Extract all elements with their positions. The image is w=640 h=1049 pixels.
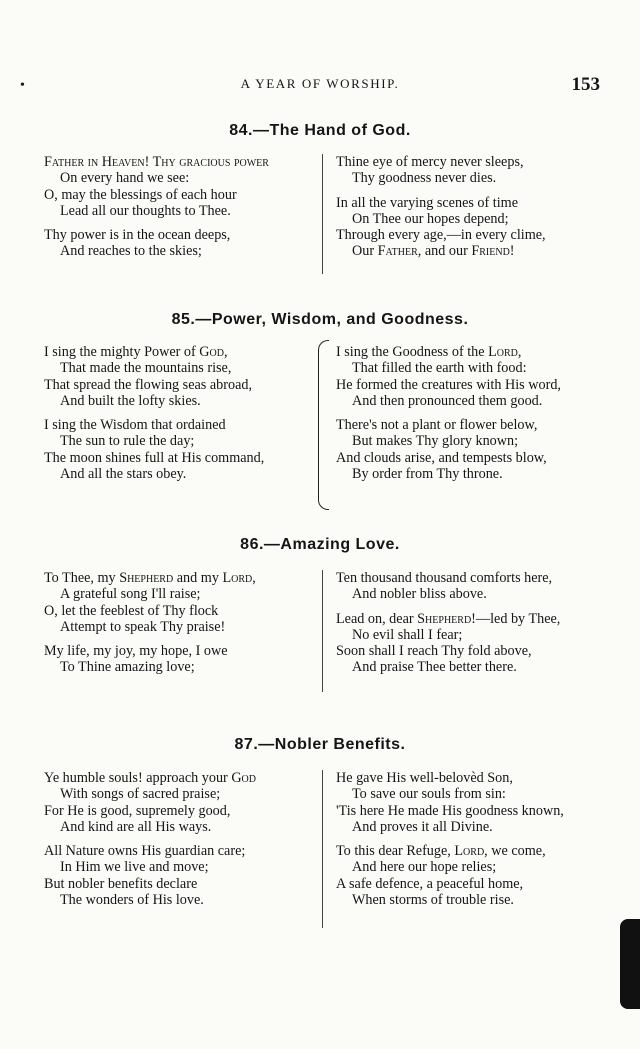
small-caps-word: Shepherd — [119, 570, 174, 586]
verse-line: Thy goodness never dies. — [352, 170, 497, 187]
stanza — [44, 570, 316, 635]
verse-line: To save our souls from sin: — [352, 786, 506, 803]
small-caps-word: Father — [377, 243, 418, 260]
verse-line: And kind are all His ways. — [60, 818, 212, 835]
stanza — [336, 611, 608, 676]
small-caps-word: Lord — [488, 344, 518, 360]
margin-bracket — [318, 340, 329, 510]
hymn-86-left-column — [44, 570, 316, 684]
verse-line: And here our hope relies; — [352, 859, 497, 876]
verse-line: That made the mountains rise, — [60, 360, 232, 377]
verse-line: That filled the earth with food: — [352, 360, 527, 377]
stanza — [336, 770, 608, 835]
verse-line: For He is good, supremely good, — [44, 802, 231, 819]
small-caps-word: Lord — [222, 570, 253, 586]
stanza — [44, 154, 316, 219]
column-rule — [322, 770, 323, 928]
column-rule — [322, 570, 323, 692]
verse-line: The wonders of His love. — [60, 892, 204, 909]
verse-line: When storms of trouble rise. — [352, 892, 514, 909]
verse-line: O, let the feeblest of Thy flock — [44, 602, 219, 619]
verse-line: To Thine amazing love; — [60, 659, 195, 676]
stanza — [44, 417, 316, 482]
verse-line: There's not a plant or flower below, — [336, 417, 538, 434]
verse-line — [44, 154, 316, 170]
verse-line: By order from Thy throne. — [352, 466, 503, 483]
verse-line: Ye humble souls! approach your God — [44, 770, 257, 786]
hymn-title: 87.—Nobler Benefits. — [234, 736, 406, 753]
running-title: A YEAR OF WORSHIP. — [240, 76, 400, 91]
stanza — [44, 344, 316, 409]
hymn-84-left-column — [44, 154, 316, 268]
column-rule — [322, 154, 323, 274]
small-caps-word: God — [231, 770, 257, 786]
verse-line: But nobler benefits declare — [44, 875, 198, 892]
verse-line: All Nature owns His guardian care; — [44, 843, 246, 860]
verse-line: He gave His well-belovèd Son, — [336, 770, 513, 786]
verse-line: To Thee, my Shepherd and my Lord, — [44, 570, 256, 586]
verse-line: My life, my joy, my hope, I owe — [44, 643, 228, 660]
small-caps-word: Lord — [454, 843, 485, 860]
verse-line: With songs of sacred praise; — [60, 786, 221, 803]
verse-line: A safe defence, a peaceful home, — [336, 875, 524, 892]
stanza — [336, 195, 608, 260]
small-caps-word: Father — [44, 154, 85, 170]
verse-line: I sing the Goodness of the Lord, — [336, 344, 522, 360]
verse-line: Lead all our thoughts to Thee. — [60, 202, 231, 219]
stanza — [44, 770, 316, 835]
stanza — [44, 227, 316, 260]
verse-line: And built the lofty skies. — [60, 392, 201, 409]
verse-line: And nobler bliss above. — [352, 586, 487, 603]
verse-line: I sing the mighty Power of God, — [44, 344, 228, 360]
stanza — [336, 344, 608, 409]
hymn-85-right-column — [336, 344, 608, 490]
verse-line: Our Father, and our Friend! — [352, 243, 515, 260]
verse-line: In Him we live and move; — [60, 859, 209, 876]
hymn-87-right-column — [336, 770, 608, 916]
verse-line: And reaches to the skies; — [60, 243, 202, 260]
verse-line: Soon shall I reach Thy fold above, — [336, 643, 532, 660]
verse-line: Thine eye of mercy never sleeps, — [336, 154, 524, 170]
hymn-84-right-column — [336, 154, 608, 268]
verse-line: That spread the flowing seas abroad, — [44, 376, 253, 393]
verse-line: And praise Thee better there. — [352, 659, 517, 676]
stanza — [336, 570, 608, 603]
hymn-85-left-column — [44, 344, 316, 490]
verse-line: O, may the blessings of each hour — [44, 186, 237, 203]
verse-line: He formed the creatures with His word, — [336, 376, 561, 393]
verse-line: No evil shall I fear; — [352, 626, 463, 643]
small-caps-word: God — [199, 344, 224, 360]
small-caps-word: Shepherd — [417, 610, 472, 627]
verse-line-sc: Father in Heaven! Thy gracious power — [44, 154, 269, 170]
page-edge-shadow — [620, 919, 640, 1009]
verse-line: Lead on, dear Shepherd!—led by Thee, — [336, 610, 561, 627]
verse-line: The moon shines full at His command, — [44, 449, 265, 466]
stanza — [44, 843, 316, 908]
verse-line: On every hand we see: — [60, 170, 190, 187]
stanza — [336, 417, 608, 482]
hymn-title: 84.—The Hand of God. — [229, 122, 411, 139]
verse-line: The sun to rule the day; — [60, 433, 195, 450]
small-caps-word: Friend — [471, 243, 510, 260]
hymn-86-right-column — [336, 570, 608, 684]
verse-line: I sing the Wisdom that ordained — [44, 417, 226, 434]
stanza — [336, 843, 608, 908]
verse-line: Attempt to speak Thy praise! — [60, 618, 226, 635]
verse-line: 'Tis here He made His goodness known, — [336, 802, 564, 819]
stanza — [44, 643, 316, 676]
verse-line: Through every age,—in every clime, — [336, 227, 546, 244]
verse-line: In all the varying scenes of time — [336, 194, 519, 211]
hymn-87-left-column — [44, 770, 316, 916]
hymn-title: 86.—Amazing Love. — [240, 536, 400, 553]
verse-line: A grateful song I'll raise; — [60, 586, 201, 603]
stanza — [336, 154, 608, 187]
verse-line: And all the stars obey. — [60, 466, 187, 483]
running-head — [0, 74, 640, 98]
verse-line: Thy power is in the ocean deeps, — [44, 227, 231, 244]
hymn-title: 85.—Power, Wisdom, and Goodness. — [171, 311, 469, 328]
verse-line: And proves it all Divine. — [352, 818, 493, 835]
verse-line: On Thee our hopes depend; — [352, 210, 509, 227]
verse-line: And clouds arise, and tempests blow, — [336, 449, 547, 466]
verse-line: And then pronounced them good. — [352, 392, 543, 409]
margin-mark: • — [20, 78, 25, 93]
verse-line: But makes Thy glory known; — [352, 433, 519, 450]
verse-line: Ten thousand thousand comforts here, — [336, 570, 553, 586]
page-number: 153 — [571, 74, 600, 95]
verse-line: To this dear Refuge, Lord, we come, — [336, 843, 546, 860]
